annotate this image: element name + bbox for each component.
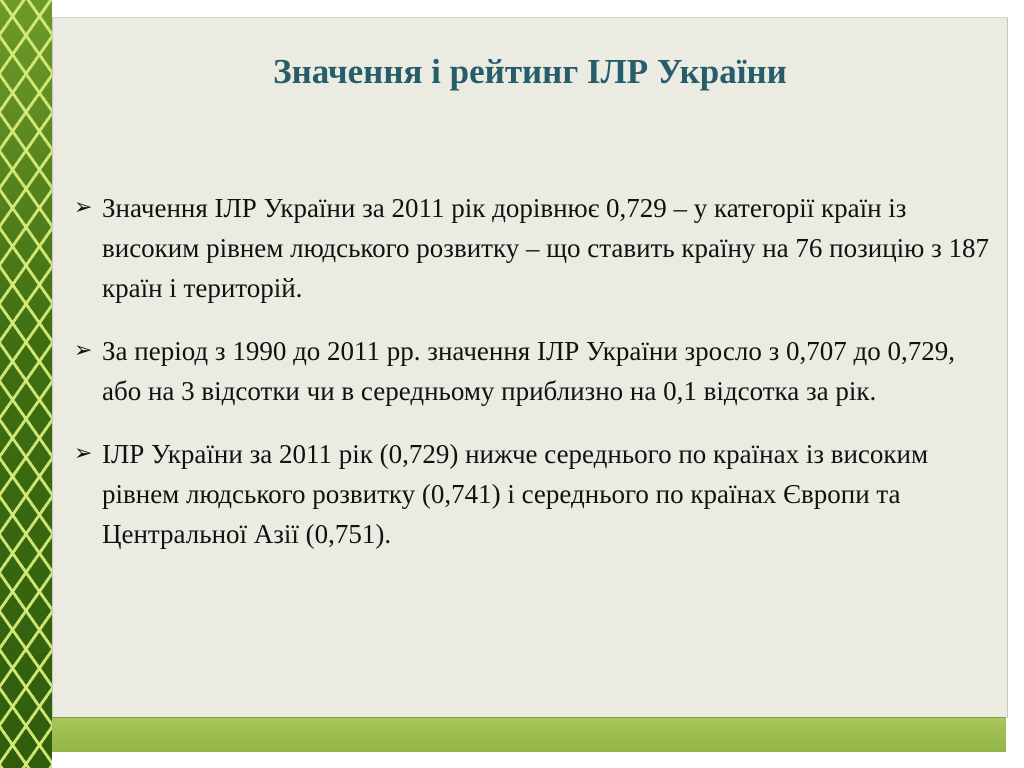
bullet-text: ІЛР України за 2011 рік (0,729) нижче середнього по країнах із високим рівнем людського розвитку (0,741) і середнього по країнах Європи та Центральної Азії (0,751). (102, 439, 929, 549)
decorative-lattice-strip (0, 0, 52, 768)
bullet-item-1 (72, 188, 992, 308)
arrow-right-icon: ➢ (74, 195, 93, 220)
bullet-item-2 (72, 331, 992, 411)
slide-title: Значення і рейтинг ІЛР України (273, 52, 787, 91)
arrow-right-icon: ➢ (74, 441, 93, 466)
bullet-item-3 (72, 434, 992, 554)
arrow-right-icon: ➢ (74, 338, 93, 363)
footer-accent-band (52, 717, 1006, 752)
bullet-text: За період з 1990 до 2011 рр. значення ІЛР України зросло з 0,707 до 0,729, або на 3 відсотки чи в середньому приблизно на 0,1 відсотка за рік. (102, 336, 955, 406)
bullet-text: Значення ІЛР України за 2011 рік дорівнює 0,729 – у категорії країн із високим рівнем людського розвитку – що ставить країну на 76 позицію з 187 країн і територій. (102, 193, 989, 303)
bullet-list (72, 188, 992, 577)
